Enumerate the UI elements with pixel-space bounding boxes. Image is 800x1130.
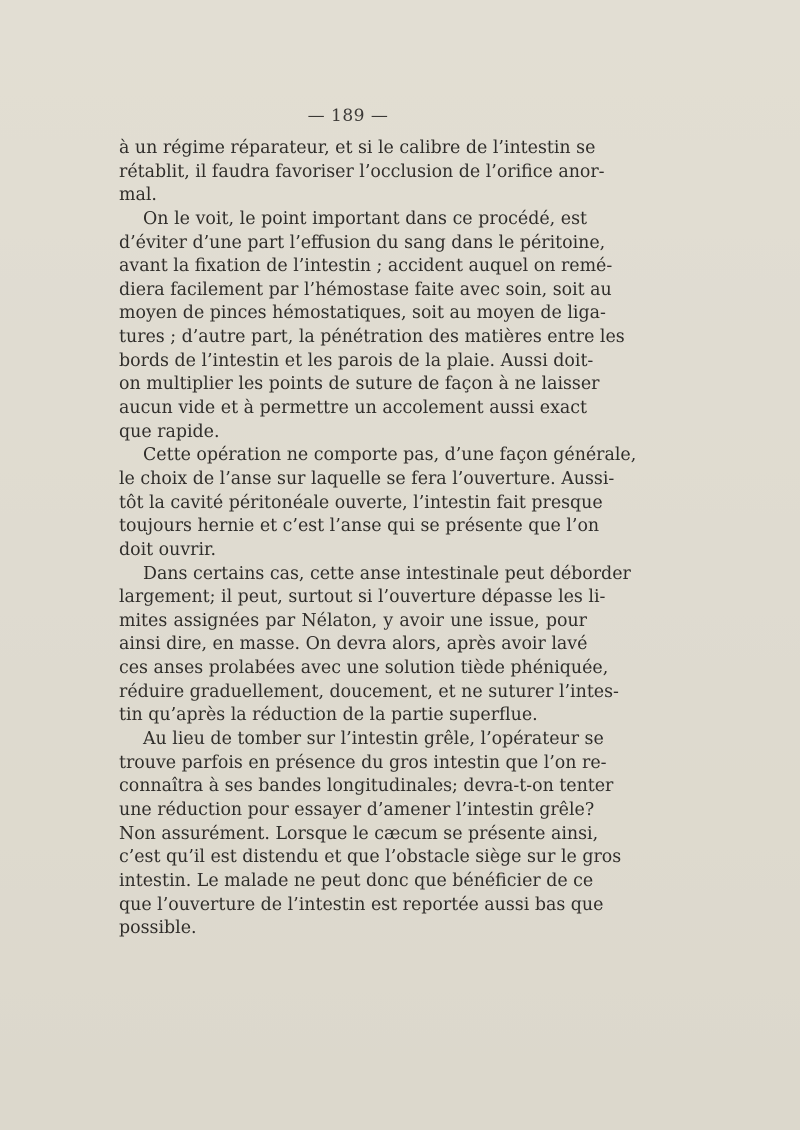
- text-line: on multiplier les points de suture de façon à ne laisser: [119, 374, 600, 395]
- page-number: — 189 —: [307, 106, 389, 126]
- text-line: que l’ouverture de l’intestin est reportée aussi bas que: [119, 894, 604, 915]
- text-line: On le voit, le point important dans ce procédé, est: [143, 208, 587, 229]
- text-line: mites assignées par Nélaton, y avoir une issue, pour: [119, 610, 587, 631]
- text-line: Au lieu de tomber sur l’intestin grêle, l’opérateur se: [143, 729, 604, 750]
- text-line: ainsi dire, en masse. On devra alors, après avoir lavé: [119, 634, 588, 655]
- text-line: le choix de l’anse sur laquelle se fera l’ouverture. Aussi-: [119, 468, 615, 489]
- text-line: c’est qu’il est distendu et que l’obstacle siège sur le gros: [119, 847, 622, 868]
- text-line: diera facilement par l’hémostase faite avec soin, soit au: [119, 279, 612, 300]
- text-line: toujours hernie et c’est l’anse qui se présente que l’on: [119, 516, 600, 537]
- text-line: aucun vide et à permettre un accolement aussi exact: [119, 398, 587, 419]
- text-line: connaîtra à ses bandes longitudinales; devra-t-on tenter: [119, 776, 614, 797]
- text-line: intestin. Le malade ne peut donc que bénéficier de ce: [119, 870, 594, 891]
- text-line: doit ouvrir.: [119, 539, 216, 560]
- text-line: tures ; d’autre part, la pénétration des matières entre les: [119, 327, 625, 348]
- text-line: une réduction pour essayer d’amener l’intestin grêle?: [119, 799, 595, 820]
- text-line: mal.: [119, 185, 157, 206]
- text-line: Dans certains cas, cette anse intestinale peut déborder: [143, 563, 631, 584]
- text-line: que rapide.: [119, 421, 220, 442]
- text-line: largement; il peut, surtout si l’ouverture dépasse les li-: [119, 587, 606, 608]
- text-line: Non assurément. Lorsque le cæcum se présente ainsi,: [119, 823, 599, 844]
- text-line: avant la fixation de l’intestin ; accident auquel on remé-: [119, 256, 613, 277]
- text-line: bords de l’intestin et les parois de la plaie. Aussi doit-: [119, 350, 594, 371]
- body-text: [119, 137, 637, 941]
- text-line: tôt la cavité péritonéale ouverte, l’intestin fait presque: [119, 492, 603, 513]
- text-line: réduire graduellement, doucement, et ne suturer l’intes-: [119, 681, 619, 702]
- text-line: tin qu’après la réduction de la partie superflue.: [119, 705, 538, 726]
- text-line: trouve parfois en présence du gros intestin que l’on re-: [119, 752, 607, 773]
- text-line: à un régime réparateur, et si le calibre de l’intestin se: [119, 138, 596, 158]
- text-line: Cette opération ne comporte pas, d’une façon générale,: [143, 445, 637, 466]
- text-line: moyen de pinces hémostatiques, soit au moyen de liga-: [119, 303, 606, 324]
- text-line: d’éviter d’une part l’effusion du sang dans le péritoine,: [119, 232, 606, 253]
- text-line: ces anses prolabées avec une solution tiède phéniquée,: [119, 658, 609, 679]
- text-line: possible.: [119, 918, 197, 939]
- text-line: rétablit, il faudra favoriser l’occlusion de l’orifice anor-: [119, 161, 605, 182]
